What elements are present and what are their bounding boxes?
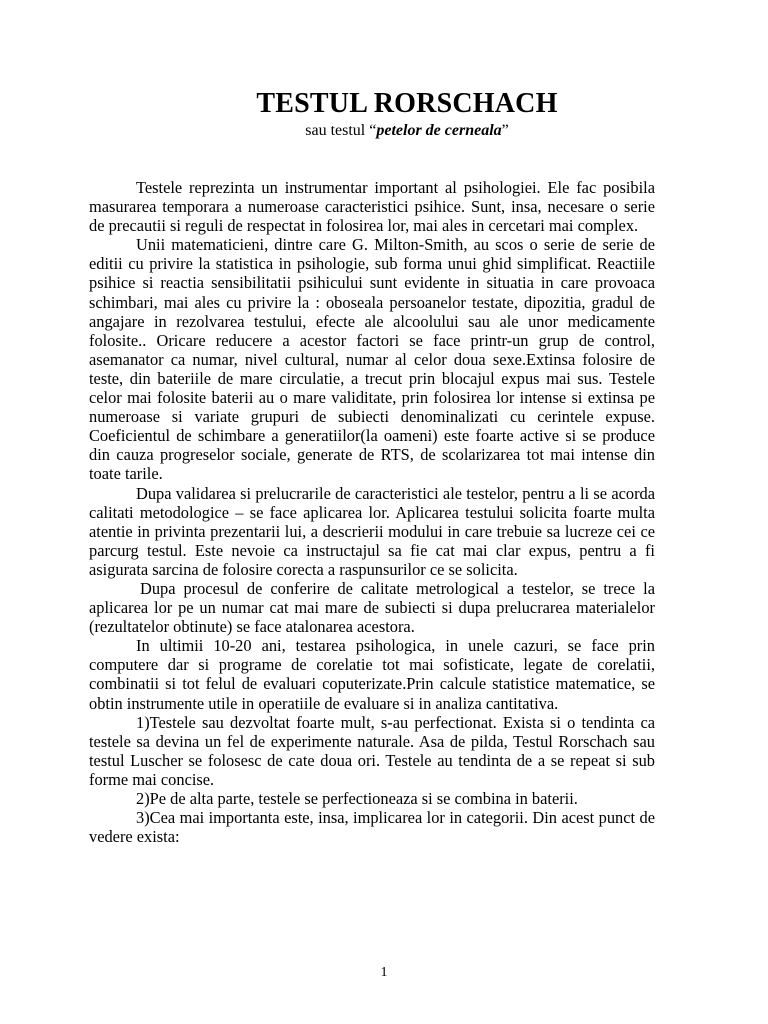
document-body — [89, 178, 655, 846]
document-subtitle — [0, 122, 768, 140]
paragraph-7: 2)Pe de alta parte, testele se perfectioneaza si se combina in baterii. — [136, 789, 578, 808]
paragraph-2: Unii matematicieni, dintre care G. Milton-Smith, au scos o serie de serie de editii cu privire la statistica in psihologie, sub forma unui ghid simplificat. Reactiile psihice si reactia sensibilitatii psihicului sunt evidente in situatia in care provoaca schimbari, mai ales cu privire la : oboseala persoanelor testate, dipozitia, gradul de angajare in rezolvarea testului, efecte ale alcoolului sau ale unor medicamente folosite.. Oricare reducere a acestor factori se face printr-un grup de control, asemanator ca numar, nivel cultural, numar al celor doua sexe.Extinsa folosire de teste, din bateriile de mare circulatie, a trecut prin blocajul expus mai sus. Testele celor mai folosite baterii au o mare validitate, prin folosirea lor intense si extinsa pe numeroase si variate grupuri de subiecti denominalizati cu cerintele expuse. Coeficientul de schimbare a generatiilor(la oameni) este foarte active si se produce din cauza progreselor sociale, generate de RTS, de scolarizarea tot mai intense din toate tarile. — [89, 235, 655, 484]
subtitle-prefix: sau testul “ — [305, 122, 377, 139]
paragraph-5: In ultimii 10-20 ani, testarea psihologica, in unele cazuri, se face prin computere dar si programe de corelatie tot mai sofisticate, legate de corelatii, combinatii si tot felul de evaluari coputerizate.Prin calcule statistice matematice, se obtin instrumente utile in operatiile de evaluare si in analiza cantitativa. — [89, 636, 655, 713]
paragraph-3: Dupa validarea si prelucrarile de caracteristici ale testelor, pentru a li se acorda calitati metodologice – se face aplicarea lor. Aplicarea testului solicita foarte multa atentie in privinta prezentarii lui, a descrierii modului in care trebuie sa lucreze cei ce parcurg testul. Este nevoie ca instructajul sa fie cat mai clar expus, pentru a fi asigurata sarcina de folosire corecta a raspunsurilor ce se solicita. — [89, 483, 655, 579]
page-number: 1 — [380, 965, 388, 980]
paragraph-4: Dupa procesul de conferire de calitate metrological a testelor, se trece la aplicarea lor pe un numar cat mai mare de subiecti si dupa prelucrarea materialelor (rezultatelor obtinute) se face atalonarea acestora. — [89, 578, 655, 637]
paragraph-6: 1)Testele sau dezvoltat foarte mult, s-au perfectionat. Exista si o tendinta ca testele sa devina un fel de experimente naturale. Asa de pilda, Testul Rorschach sau testul Luscher se folosesc de cate doua ori. Testele au tendinta de a se repeat si sub forme mai concise. — [89, 712, 655, 789]
subtitle-emphasis: petelor de cerneala — [376, 122, 502, 139]
document-title: TESTUL RORSCHACH — [256, 88, 558, 119]
paragraph-8: 3)Cea mai importanta este, insa, implicarea lor in categorii. Din acest punct de vedere exista: — [89, 808, 655, 847]
paragraph-1: Testele reprezinta un instrumentar important al psihologiei. Ele fac posibila masurarea temporara a numeroase caracteristici psihice. Sunt, insa, necesare o serie de precautii si reguli de respectat in folosirea lor, mai ales in cercetari mai complex. — [89, 178, 655, 236]
subtitle-suffix: ” — [501, 122, 509, 139]
